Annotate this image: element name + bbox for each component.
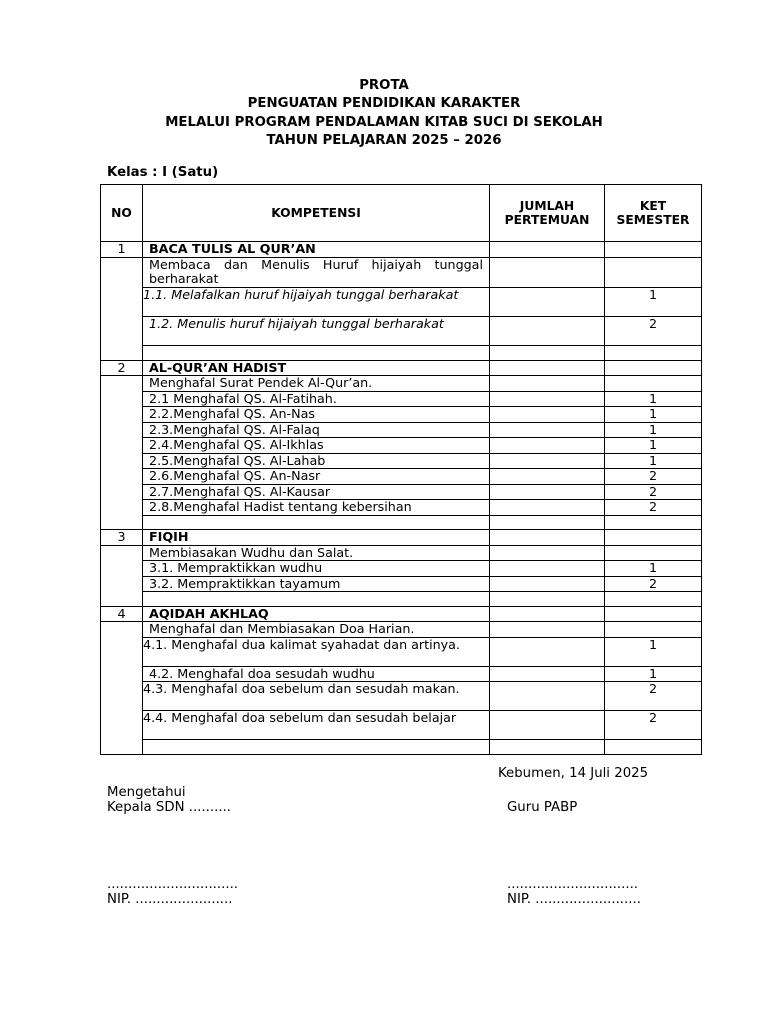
spacer-row xyxy=(101,740,702,755)
competency-item: 2.7.Menghafal QS. Al-Kausar xyxy=(143,484,490,500)
competency-item: 2.3.Menghafal QS. Al-Falaq xyxy=(143,422,490,438)
section-title: FIQIH xyxy=(143,530,490,546)
table-row xyxy=(101,637,702,666)
heading-line: MELALUI PROGRAM PENDALAMAN KITAB SUCI DI SEKOLAH xyxy=(165,114,603,130)
competency-item: 4.1. Menghafal dua kalimat syahadat dan artinya. xyxy=(143,637,490,666)
competency-item: 1.1. Melafalkan huruf hijaiyah tunggal berharakat xyxy=(143,287,490,316)
heading-line: PENGUATAN PENDIDIKAN KARAKTER xyxy=(247,96,521,112)
section-number: 3 xyxy=(101,530,143,546)
semester-value: 2 xyxy=(605,469,702,485)
table-row xyxy=(101,682,702,711)
table-row xyxy=(101,484,702,500)
table-row xyxy=(101,576,702,592)
table-row xyxy=(101,469,702,485)
section-title-row xyxy=(101,242,702,258)
semester-value: 1 xyxy=(605,666,702,682)
header-jumlah: JUMLAH PERTEMUAN xyxy=(490,185,605,242)
section-title-row xyxy=(101,360,702,376)
principal-title: Kepala SDN .......... xyxy=(107,800,232,815)
competency-item: 4.3. Menghafal doa sebelum dan sesudah makan. xyxy=(143,682,490,711)
place-date: Kebumen, 14 Juli 2025 xyxy=(498,766,649,781)
competency-item: 1.2. Menulis huruf hijaiyah tunggal berharakat xyxy=(143,316,490,345)
section-title-row xyxy=(101,530,702,546)
semester-value: 2 xyxy=(605,484,702,500)
competency-item: 2.2.Menghafal QS. An-Nas xyxy=(143,407,490,423)
competency-item: 2.5.Menghafal QS. Al-Lahab xyxy=(143,453,490,469)
competency-item: 2.1 Menghafal QS. Al-Fatihah. xyxy=(143,391,490,407)
spacer-row xyxy=(101,592,702,607)
semester-value: 2 xyxy=(605,711,702,740)
teacher-signature-line: ............................... xyxy=(507,877,639,892)
table-header-row xyxy=(101,185,702,242)
semester-value: 1 xyxy=(605,287,702,316)
section-intro: Membaca dan Menulis Huruf hijaiyah tunggal berharakat xyxy=(143,257,490,287)
section-intro-row xyxy=(101,376,702,392)
spacer-row xyxy=(101,345,702,360)
competency-item: 2.8.Menghafal Hadist tentang kebersihan xyxy=(143,500,490,516)
semester-value: 1 xyxy=(605,561,702,577)
heading-line: PROTA xyxy=(359,78,409,93)
semester-value: 2 xyxy=(605,576,702,592)
table-row xyxy=(101,407,702,423)
section-intro-row xyxy=(101,622,702,638)
teacher-title: Guru PABP xyxy=(507,800,578,815)
section-number: 2 xyxy=(101,360,143,376)
semester-value: 1 xyxy=(605,422,702,438)
table-row xyxy=(101,316,702,345)
semester-value: 1 xyxy=(605,438,702,454)
table-row xyxy=(101,500,702,516)
section-intro: Menghafal Surat Pendek Al-Qur’an. xyxy=(143,376,490,392)
teacher-nip: NIP. ......................... xyxy=(507,892,641,907)
header-ket: KET SEMESTER xyxy=(605,185,702,242)
competency-item: 2.4.Menghafal QS. Al-Ikhlas xyxy=(143,438,490,454)
semester-value: 1 xyxy=(605,637,702,666)
competency-item: 4.4. Menghafal doa sebelum dan sesudah belajar xyxy=(143,711,490,740)
class-label: Kelas : I (Satu) xyxy=(107,165,219,180)
table-row xyxy=(101,438,702,454)
heading-line: TAHUN PELAJARAN 2025 – 2026 xyxy=(266,132,502,148)
table-row xyxy=(101,422,702,438)
spacer-row xyxy=(101,515,702,530)
section-title: AL-QUR’AN HADIST xyxy=(143,360,490,376)
table-row xyxy=(101,711,702,740)
section-number: 4 xyxy=(101,606,143,622)
section-intro: Menghafal dan Membiasakan Doa Harian. xyxy=(143,622,490,638)
header-no: NO xyxy=(101,185,143,242)
semester-value: 1 xyxy=(605,391,702,407)
table-row xyxy=(101,453,702,469)
document-headings xyxy=(0,77,768,150)
header-kompetensi: KOMPETENSI xyxy=(143,185,490,242)
section-intro-row xyxy=(101,257,702,287)
prota-table xyxy=(100,184,702,755)
section-intro: Membiasakan Wudhu dan Salat. xyxy=(143,545,490,561)
semester-value: 2 xyxy=(605,682,702,711)
semester-value: 1 xyxy=(605,453,702,469)
table-row xyxy=(101,391,702,407)
table-row xyxy=(101,561,702,577)
competency-item: 4.2. Menghafal doa sesudah wudhu xyxy=(143,666,490,682)
semester-value: 1 xyxy=(605,407,702,423)
section-number: 1 xyxy=(101,242,143,258)
competency-item: 2.6.Menghafal QS. An-Nasr xyxy=(143,469,490,485)
competency-item: 3.2. Mempraktikkan tayamum xyxy=(143,576,490,592)
semester-value: 2 xyxy=(605,500,702,516)
table-body xyxy=(101,242,702,755)
table-row xyxy=(101,287,702,316)
principal-signature-line: ............................... xyxy=(107,877,239,892)
section-title: AQIDAH AKHLAQ xyxy=(143,606,490,622)
acknowledged-label: Mengetahui xyxy=(107,785,186,800)
section-title-row xyxy=(101,606,702,622)
principal-nip: NIP. ....................... xyxy=(107,892,233,907)
section-intro-row xyxy=(101,545,702,561)
semester-value: 2 xyxy=(605,316,702,345)
section-title: BACA TULIS AL QUR’AN xyxy=(143,242,490,258)
competency-item: 3.1. Mempraktikkan wudhu xyxy=(143,561,490,577)
table-row xyxy=(101,666,702,682)
